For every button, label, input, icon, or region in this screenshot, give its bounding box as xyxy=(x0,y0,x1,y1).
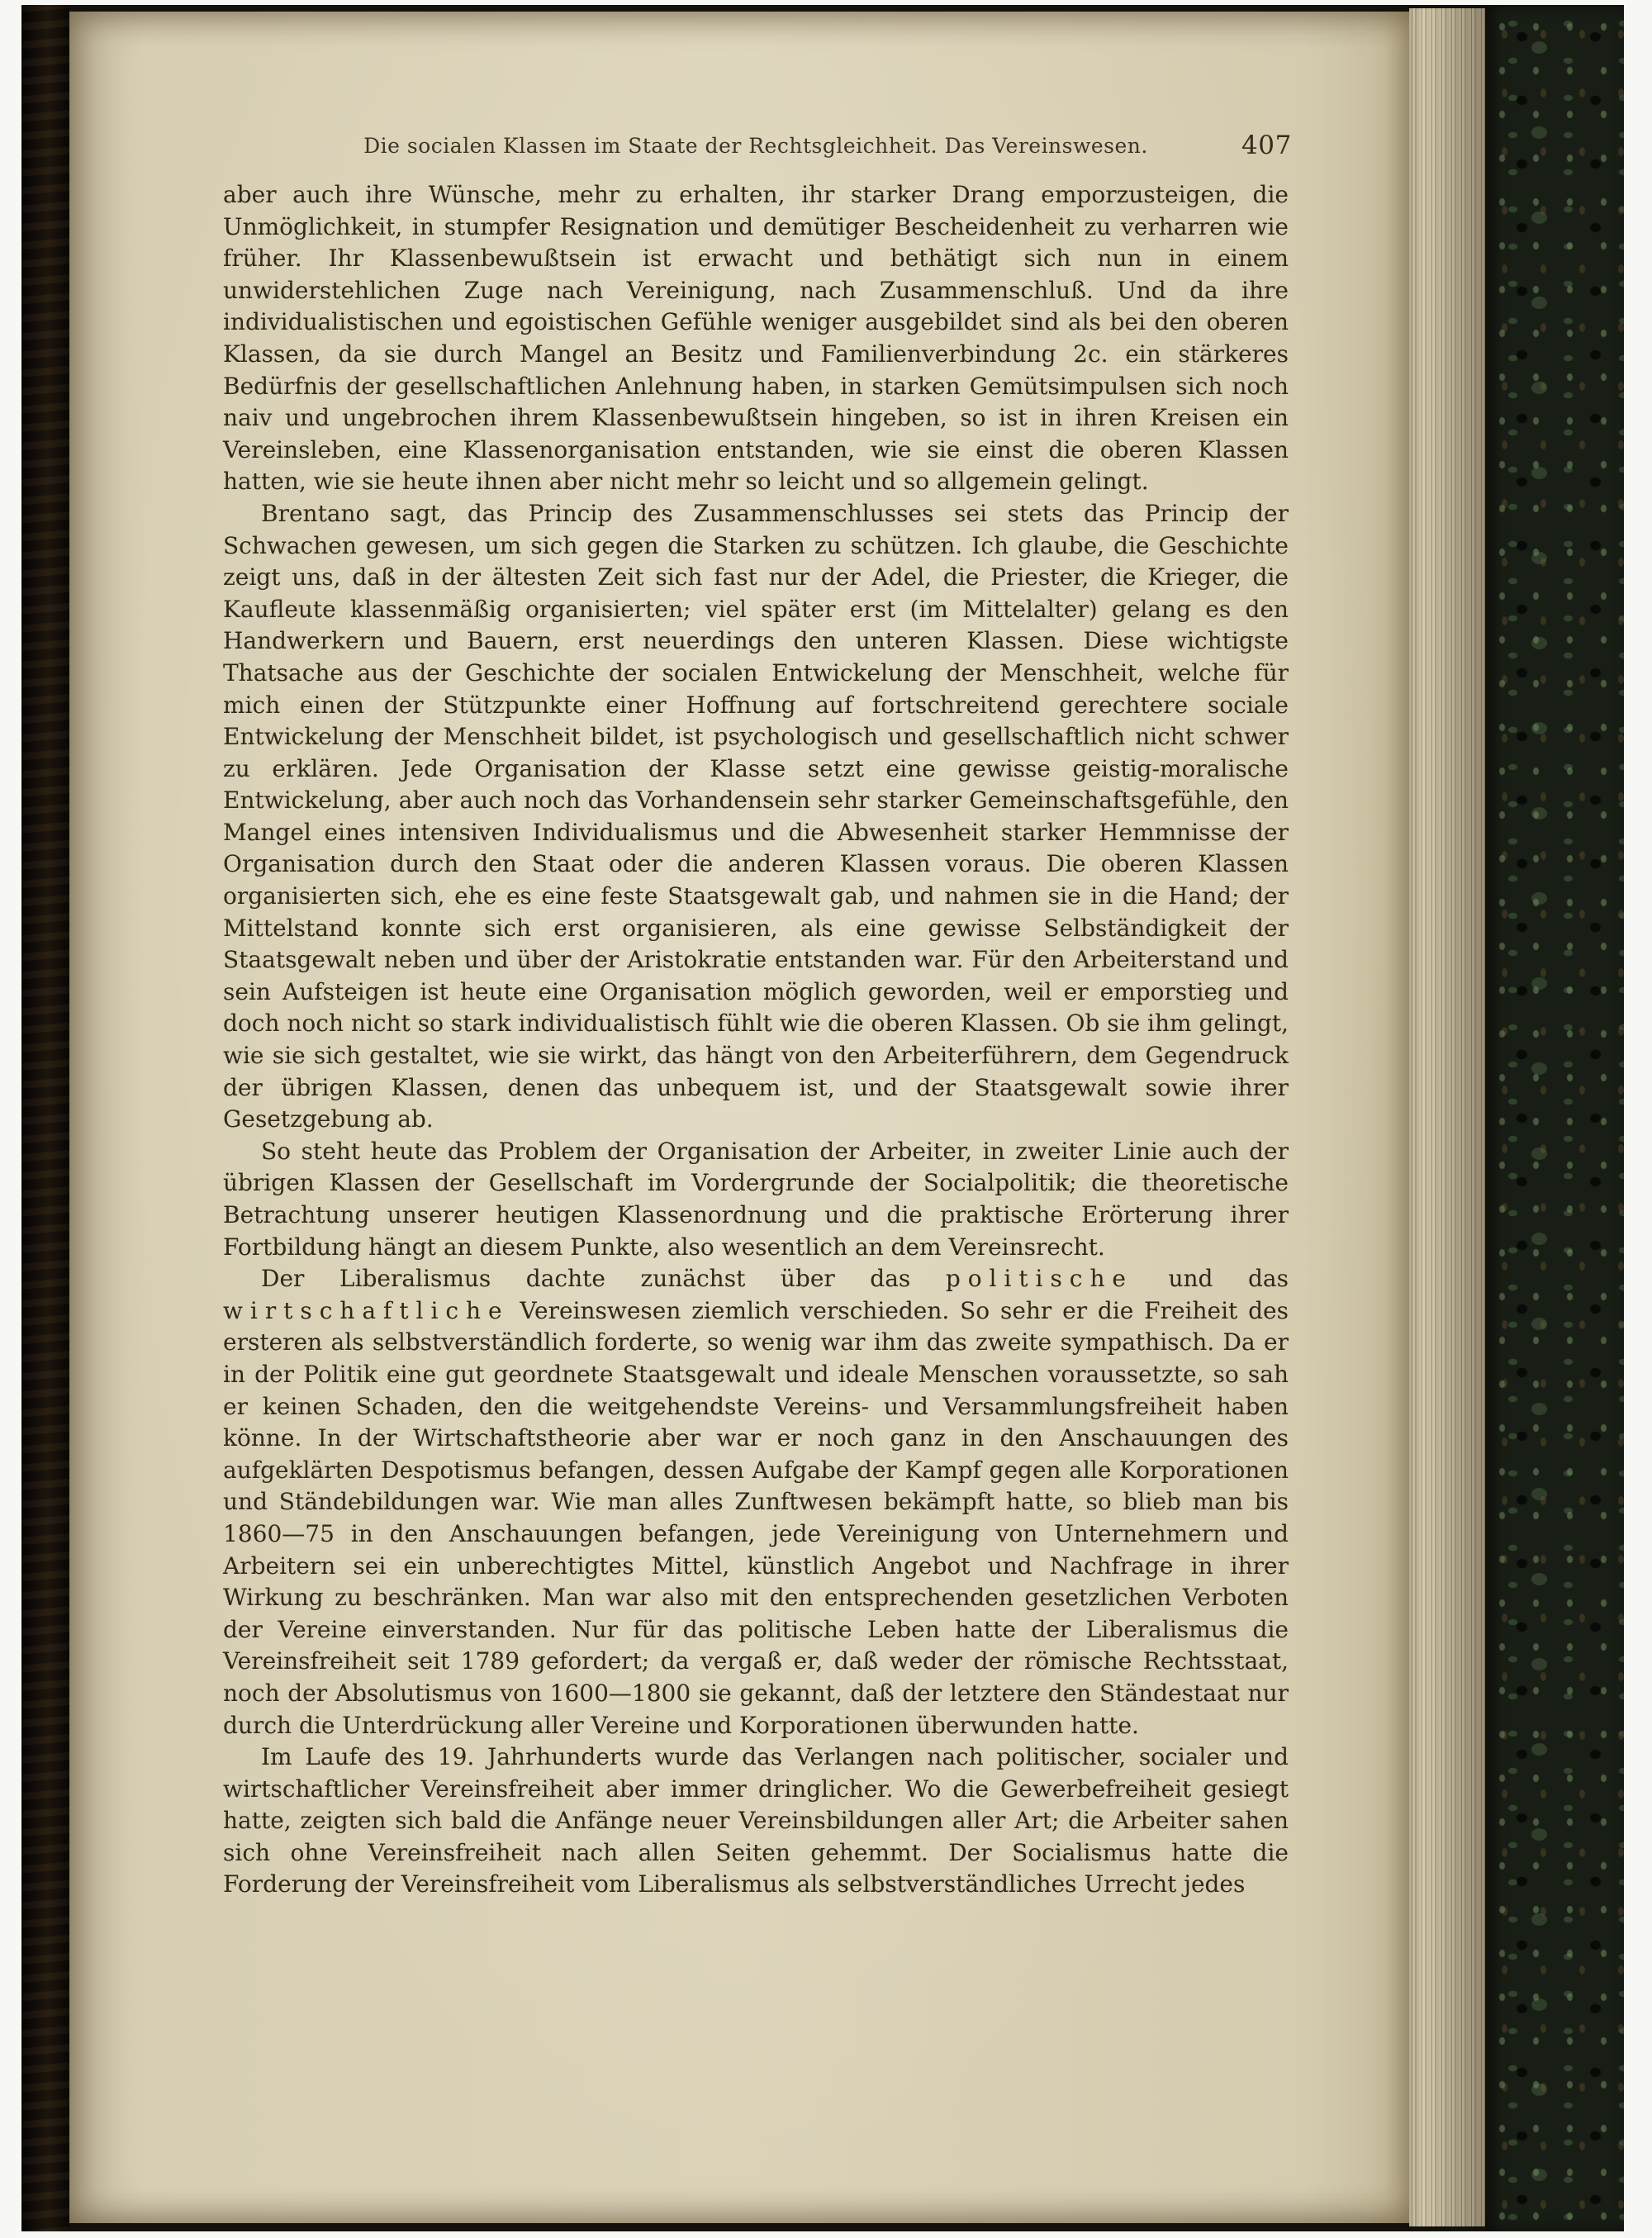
text-segment: und das xyxy=(1132,1265,1289,1293)
running-head-title: Die socialen Klassen im Staate der Rechtsgleichheit. Das Vereinswesen. xyxy=(363,134,1148,158)
text-segment: Vereinswesen ziemlich verschieden. So sehr er die Freiheit des ersteren als selbstverständlich forderte, so wenig war ihm das zweite sympathisch. Da er in der Politik eine gut geordnete Staatsgewalt und ideale Menschen voraussetzte, so sah er keinen Schaden, den die weitgehendste Vereins- und Versammlungsfreiheit haben könne. In der Wirtschaftstheorie aber war er noch ganz in den Anschauungen des aufgeklärten Despotismus befangen, dessen Aufgabe der Kampf gegen alle Korporationen und Ständebildungen war. Wie man alles Zunftwesen bekämpft hatte, so blieb man bis 1860—75 in den Anschauungen befangen, jede Vereinigung von Unternehmern und Arbeitern sei ein unberechtigtes Mittel, künstlich Angebot und Nachfrage in ihrer Wirkung zu beschränken. Man war also mit den entsprechenden gesetzlichen Verboten der Vereine einverstanden. Nur für das politische Leben hatte der Liberalismus die Vereinsfreiheit seit 1789 gefordert; da vergaß er, daß weder der römische Rechtsstaat, noch der Absolutismus von 1600—1800 sie gekannt, daß der letztere den Ständestaat nur durch die Unterdrückung aller Vereine und Korporationen überwunden hatte. xyxy=(223,1296,1289,1739)
paragraph xyxy=(223,498,1289,1136)
page-content xyxy=(69,12,1409,2223)
paragraph xyxy=(223,1136,1289,1263)
book-spine xyxy=(21,5,69,2231)
book-scan xyxy=(21,5,1624,2231)
book-page xyxy=(69,12,1409,2223)
emphasized-text-segment: wirtschaftliche xyxy=(223,1296,510,1324)
running-head xyxy=(223,131,1292,160)
paragraph xyxy=(223,1741,1289,1901)
text-segment: Brentano sagt, das Princip des Zusammenschlusses sei stets das Princip der Schwachen gewesen, um sich gegen die Starken zu schützen. Ich glaube, die Geschichte zeigt uns, daß in der ältesten Zeit sich fast nur der Adel, die Priester, die Krieger, die Kaufleute klassenmäßig organisierten; viel später erst (im Mittelalter) gelang es den Handwerkern und Bauern, erst neuerdings den unteren Klassen. Diese wichtigste Thatsache aus der Geschichte der socialen Entwickelung der Menschheit, welche für mich einen der Stützpunkte einer Hoffnung auf fortschreitend gerechtere sociale Entwickelung der Menschheit bildet, ist psychologisch und gesellschaftlich nicht schwer zu erklären. Jede Organisation der Klasse setzt eine gewisse geistig-moralische Entwickelung, aber auch noch das Vorhandensein sehr starker Gemeinschaftsgefühle, den Mangel eines intensiven Individualismus und die Abwesenheit starker Hemmnisse der Organisation durch den Staat oder die anderen Klassen voraus. Die oberen Klassen organisierten sich, ehe es eine feste Staatsgewalt gab, und nahmen sie in die Hand; der Mittelstand konnte sich erst organisieren, als eine gewisse Selbständigkeit der Staatsgewalt neben und über der Aristokratie entstanden war. Für den Arbeiterstand und sein Aufsteigen ist heute eine Organisation möglich geworden, weil er emporstieg und doch noch nicht so stark individualistisch fühlt wie die oberen Klassen. Ob sie ihm gelingt, wie sie sich gestaltet, wie sie wirkt, das hängt von den Arbeiterführern, dem Gegendruck der übrigen Klassen, denen das unbequem ist, und der Staatsgewalt sowie ihrer Gesetzgebung ab. xyxy=(223,499,1289,1133)
text-segment: aber auch ihre Wünsche, mehr zu erhalten, ihr starker Drang emporzusteigen, die Unmöglichkeit, in stumpfer Resignation und demütiger Bescheidenheit zu verharren wie früher. Ihr Klassenbewußtsein ist erwacht und bethätigt sich nun in einem unwiderstehlichen Zuge nach Vereinigung, nach Zusammenschluß. Und da ihre individualistischen und egoistischen Gefühle weniger ausgebildet sind als bei den oberen Klassen, da sie durch Mangel an Besitz und Familienverbindung 2c. ein stärkeres Bedürfnis der gesellschaftlichen Anlehnung haben, in starken Gemütsimpulsen sich noch naiv und ungebrochen ihrem Klassenbewußtsein hingeben, so ist in ihren Kreisen ein Vereinsleben, eine Klassenorganisation entstanden, wie sie einst die oberen Klassen hatten, wie sie heute ihnen aber nicht mehr so leicht und so allgemein gelingt. xyxy=(223,181,1289,496)
body-text xyxy=(223,179,1289,1901)
text-segment: Der Liberalismus dachte zunächst über das xyxy=(261,1265,946,1293)
text-segment: Im Laufe des 19. Jahrhunderts wurde das Verlangen nach politischer, socialer und wirtschaftlicher Vereinsfreiheit aber immer dringlicher. Wo die Gewerbefreiheit gesiegt hatte, zeigten sich bald die Anfänge neuer Vereinsbildungen aller Art; die Arbeiter sahen sich ohne Vereinsfreiheit nach allen Seiten gehemmt. Der Socialismus hatte die Forderung der Vereinsfreiheit vom Liberalismus als selbstverständliches Urrecht jedes xyxy=(223,1743,1289,1898)
marbled-cover xyxy=(1485,5,1624,2231)
emphasized-text-segment: politische xyxy=(945,1265,1133,1293)
page-edges xyxy=(1409,8,1485,2226)
page-number: 407 xyxy=(1241,131,1292,160)
paragraph xyxy=(223,179,1289,498)
paragraph xyxy=(223,1263,1289,1741)
text-segment: So steht heute das Problem der Organisation der Arbeiter, in zweiter Linie auch der übrigen Klassen der Gesellschaft im Vordergrunde der Socialpolitik; die theoretische Betrachtung unserer heutigen Klassenordnung und die praktische Erörterung ihrer Fortbildung hängt an diesem Punkte, also wesentlich an dem Vereinsrecht. xyxy=(223,1137,1289,1261)
